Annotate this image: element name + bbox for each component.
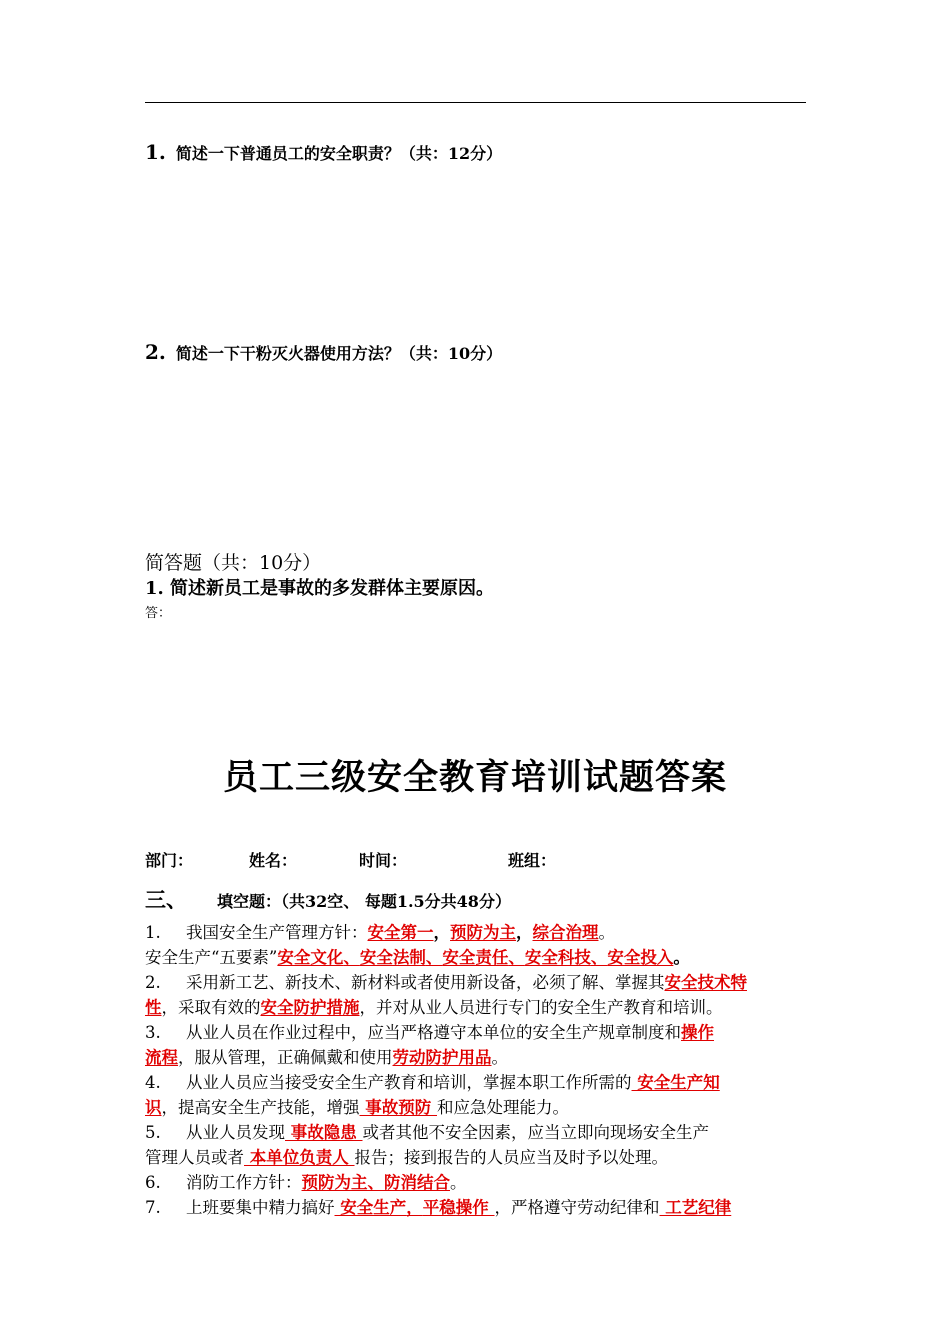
- list-item: [145, 923, 615, 943]
- short-answer-title: 简答题（共：10分）: [145, 552, 322, 574]
- question-1: [145, 140, 502, 164]
- item-text: ，并对从业人员进行专门的安全生产教育和培训。: [359, 998, 723, 1017]
- answer-blank: 安全防护措施: [260, 998, 360, 1017]
- list-item: [145, 1073, 720, 1093]
- department-label: 部门：: [145, 851, 194, 870]
- item-number: 5.: [145, 1123, 161, 1142]
- answer-blank: 操作: [681, 1023, 714, 1042]
- list-item: [145, 948, 690, 968]
- item-text: 管理人员或者: [145, 1148, 244, 1167]
- separator: 、: [590, 948, 608, 967]
- short-answer-question: 1. 简述新员工是事故的多发群体主要原因。: [145, 578, 495, 599]
- answer-blank: 安全第一: [367, 923, 434, 942]
- section-title: 填空题：（共32空、 每题1.5分共48分）: [217, 892, 511, 911]
- answer-blank: 流程: [145, 1048, 178, 1067]
- list-item: [145, 1198, 731, 1218]
- answer-blank: 综合治理: [532, 923, 599, 942]
- answer-blank: 安全生产: [334, 1198, 407, 1217]
- answer-blank: 平稳操作: [422, 1198, 495, 1217]
- item-text: 或者其他不安全因素，应当立即向现场安全生产: [362, 1123, 709, 1142]
- item-text: 上班要集中精力搞好: [186, 1198, 335, 1217]
- item-end: 。: [598, 923, 615, 942]
- list-item-continuation: [145, 998, 723, 1018]
- answer-blank: 安全法制: [359, 948, 426, 967]
- separator: ，: [406, 1198, 423, 1217]
- item-text: 我国安全生产管理方针：: [186, 923, 368, 942]
- list-item: [145, 1123, 709, 1143]
- question-number: 2.: [145, 340, 166, 364]
- answer-blank: 预防为主: [450, 923, 516, 942]
- separator: 、: [508, 948, 525, 967]
- list-item: [145, 1173, 467, 1193]
- separator: 、: [343, 948, 360, 967]
- answer-blank: 事故隐患: [285, 1123, 363, 1142]
- question-2: [145, 340, 502, 364]
- question-text: 简述一下干粉灭火器使用方法？（共：10分）: [175, 344, 503, 363]
- item-text: 安全生产“五要素”: [145, 948, 278, 967]
- answer-blank: 预防为主: [301, 1173, 368, 1192]
- item-number: 3.: [145, 1023, 161, 1042]
- item-end: 。: [450, 1173, 467, 1192]
- question-text: 简述一下普通员工的安全职责？（共：12分）: [175, 144, 503, 163]
- item-number: 2.: [145, 973, 161, 992]
- list-item: [145, 973, 747, 993]
- item-text: 从业人员应当接受安全生产教育和培训，掌握本职工作所需的: [186, 1073, 632, 1092]
- answer-blank: 防消结合: [384, 1173, 450, 1192]
- header-rule: [145, 102, 806, 103]
- section-number: 三、: [145, 887, 187, 912]
- item-number: 4.: [145, 1073, 161, 1092]
- item-text: ，严格遵守劳动纪律和: [494, 1198, 660, 1217]
- answer-blank: 安全生产知: [631, 1073, 720, 1092]
- item-end: 。: [673, 948, 690, 967]
- answer-blank: 安全科技: [524, 948, 591, 967]
- answer-blank: 性: [145, 998, 162, 1017]
- item-text: ，采取有效的: [161, 998, 261, 1017]
- short-answer-label: 答：: [145, 606, 172, 621]
- time-label: 时间：: [359, 851, 408, 870]
- item-number: 6.: [145, 1173, 161, 1192]
- list-item-continuation: [145, 1048, 508, 1068]
- item-text: 从业人员在作业过程中，应当严格遵守本单位的安全生产规章制度和: [186, 1023, 681, 1042]
- item-number: 7.: [145, 1198, 161, 1217]
- separator: 、: [425, 948, 443, 967]
- answer-blank: 安全文化: [277, 948, 344, 967]
- item-text: 消防工作方针：: [186, 1173, 302, 1192]
- list-item-continuation: [145, 1098, 569, 1118]
- separator: ，: [433, 923, 450, 942]
- answer-blank: 事故预防: [359, 1098, 437, 1117]
- item-end: 。: [491, 1048, 508, 1067]
- section-heading: [145, 884, 511, 914]
- list-item: [145, 1023, 714, 1043]
- team-label: 班组：: [508, 851, 557, 870]
- answer-blank: 工艺纪律: [659, 1198, 732, 1217]
- answer-blank: 劳动防护用品: [392, 1048, 492, 1067]
- item-text: 从业人员发现: [186, 1123, 285, 1142]
- answer-blank: 安全技术特: [664, 973, 747, 992]
- item-text: 和应急处理能力。: [437, 1098, 569, 1117]
- item-text: ，服从管理，正确佩戴和使用: [178, 1048, 393, 1067]
- list-item-continuation: [145, 1148, 668, 1168]
- item-text: ，提高安全生产技能，增强: [161, 1098, 360, 1117]
- answer-blank: 安全投入: [607, 948, 674, 967]
- separator: ，: [516, 923, 533, 942]
- answer-blank: 本单位负责人: [244, 1148, 355, 1167]
- answer-blank: 安全责任: [442, 948, 509, 967]
- page-title: 员工三级安全教育培训试题答案: [222, 757, 727, 798]
- answer-blank: 识: [145, 1098, 162, 1117]
- name-label: 姓名：: [249, 851, 298, 870]
- item-text: 采用新工艺、新技术、新材料或者使用新设备，必须了解、掌握其: [186, 973, 665, 992]
- item-number: 1.: [145, 923, 161, 942]
- item-text: 报告；接到报告的人员应当及时予以处理。: [354, 1148, 668, 1167]
- question-number: 1.: [145, 140, 166, 164]
- separator: 、: [367, 1173, 384, 1192]
